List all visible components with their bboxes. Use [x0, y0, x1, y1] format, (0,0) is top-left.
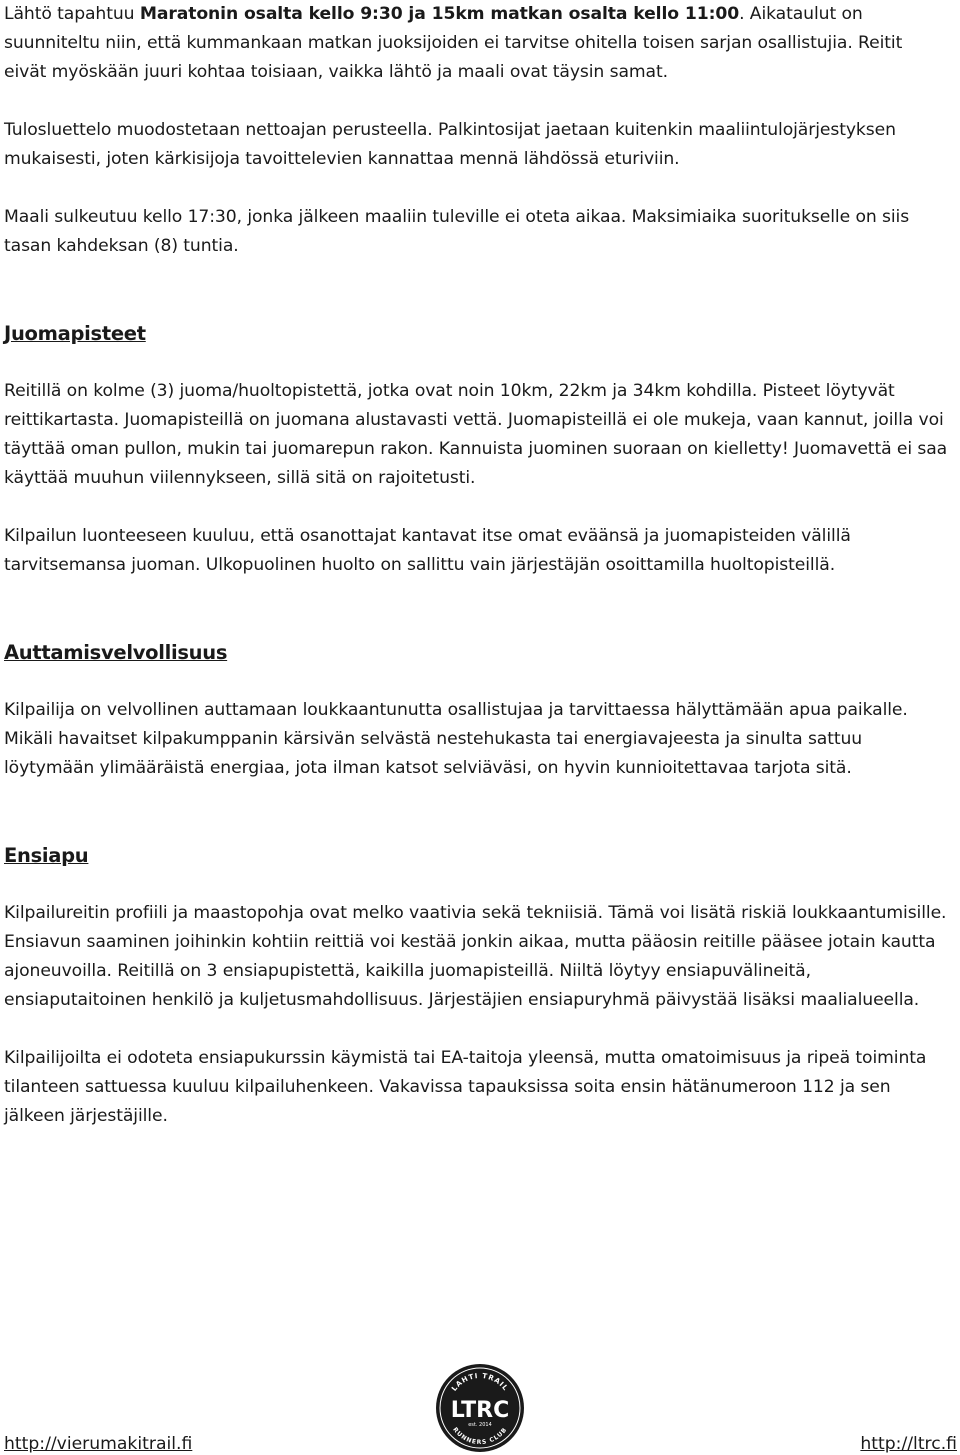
logo-text-est: est. 2014	[468, 1422, 492, 1428]
heading-juomapisteet: Juomapisteet	[4, 322, 146, 345]
paragraph-start-times	[4, 0, 949, 87]
footer-link-ltrc[interactable]: http://ltrc.fi	[860, 1434, 957, 1454]
paragraph-drink-stations: Reitillä on kolme (3) juoma/huoltopistettä, jotka ovat noin 10km, 22km ja 34km kohdilla. Pisteet löytyvät reittikartasta. Juomapisteillä on juomana alustavasti vettä. Juomapisteillä ei ole mukeja, vaan kannut, joilla voi täyttää oman pullon, mukin tai juomarepun rakon. Kannuista juominen suoraan on kielletty! Juomavettä ei saa käyttää muuhun viilennykseen, sillä sitä on rajoitetusti.	[4, 381, 948, 488]
paragraph-self-supply: Kilpailun luonteeseen kuuluu, että osanottajat kantavat itse omat eväänsä ja juomapisteiden välillä tarvitsemansa juoman. Ulkopuolinen huolto on sallittu vain järjestäjän osoittamilla huoltopisteillä.	[4, 526, 851, 575]
paragraph-results: Tulosluettelo muodostetaan nettoajan perusteella. Palkintosijat jaetaan kuitenkin maaliintulojärjestyksen mukaisesti, joten kärkisijoja tavoittelevien kannattaa mennä lähdössä eturiviin.	[4, 120, 896, 169]
logo-text-bottom: RUNNERS CLUB	[451, 1426, 509, 1447]
logo-text-top: LAHTI TRAIL	[450, 1371, 510, 1393]
footer-link-vierumakitrail[interactable]: http://vierumakitrail.fi	[4, 1434, 193, 1454]
paragraph-first-aid: Kilpailureitin profiili ja maastopohja ovat melko vaativia sekä tekniisiä. Tämä voi lisätä riskiä loukkaantumisille. Ensiavun saaminen joihinkin kohtiin reittiä voi kestää jonkin aikaa, mutta pääosin reitille pääsee jotain kautta ajoneuvoilla. Reitillä on 3 ensiapupistettä, kaikilla juomapisteillä. Niiltä löytyy ensiapuvälineitä, ensiaputaitoinen henkilö ja kuljetusmahdollisuus. Järjestäjien ensiapuryhmä päivystää lisäksi maalialueella.	[4, 903, 947, 1010]
heading-auttamisvelvollisuus: Auttamisvelvollisuus	[4, 641, 228, 664]
paragraph-emergency: Kilpailijoilta ei odoteta ensiapukurssin käymistä tai EA-taitoja yleensä, mutta omatoimisuus ja ripeä toiminta tilanteen sattuessa kuuluu kilpailuhenkeen. Vakavissa tapauksissa soita ensin hätänumeroon 112 ja sen jälkeen järjestäjille.	[4, 1048, 927, 1126]
logo-text-main: LTRC	[450, 1398, 510, 1423]
heading-ensiapu: Ensiapu	[4, 844, 89, 867]
document-content	[4, 0, 949, 1131]
paragraph-finish-close: Maali sulkeutuu kello 17:30, jonka jälkeen maaliin tuleville ei oteta aikaa. Maksimiaika suoritukselle on siis tasan kahdeksan (8) tuntia.	[4, 207, 910, 256]
ltrc-club-logo-icon	[434, 1362, 526, 1454]
start-times-bold: Maratonin osalta kello 9:30 ja 15km matkan osalta kello 11:00	[139, 4, 740, 24]
paragraph-duty-to-help: Kilpailija on velvollinen auttamaan loukkaantunutta osallistujaa ja tarvittaessa hälyttämään apua paikalle. Mikäli havaitset kilpakumppanin kärsivän selvästä nestehukasta tai energiavajeesta ja sinulta sattuu löytymään ylimääräistä energiaa, jota ilman katsot selviäväsi, on hyvin kunnioitettavaa tarjota sitä.	[4, 700, 908, 778]
start-intro-text: Lähtö tapahtuu	[4, 4, 140, 24]
start-details-text: . Aikataulut on suunniteltu niin, että kummankaan matkan juoksijoiden ei tarvitse ohitella toisen sarjan osallistujia. Reitit eivät myöskään juuri kohtaa toisiaan, vaikka lähtö ja maali ovat täysin samat.	[4, 4, 903, 82]
